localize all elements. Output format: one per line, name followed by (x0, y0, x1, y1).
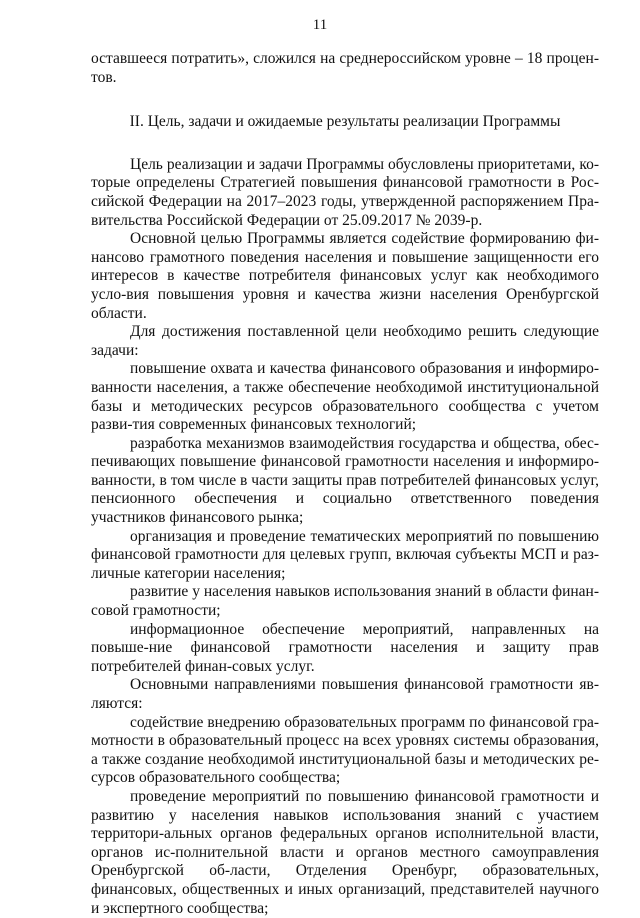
list-item: повышение охвата и качества финансового образования и информиро-ванности населения, а также обеспечение необходимой институциональной базы и методических ресурсов образовательного сообщества с учетом разви-тия современных финансовых технологий; (91, 360, 599, 434)
section-heading: II. Цель, задачи и ожидаемые результаты реализации Программы (129, 113, 561, 131)
list-item: развитие у населения навыков использования знаний в области финан-совой грамотности; (91, 583, 599, 620)
paragraph: Цель реализации и задачи Программы обусловлены приоритетами, ко-торые определены Стратегией повышения финансовой грамотности в Рос-сийской Федерации на 2017–2023 годы, утвержденной распоряжением Пра-вительства Российской Федерации от 25.09.2017 № 2039-р. (91, 155, 599, 229)
list-item: содействие внедрению образовательных программ по финансовой гра-мотности в образовательный процесс на всех уровнях системы образования, а также создание необходимой институциональной базы и методических ре-сурсов образовательного сообщества; (91, 713, 599, 787)
document-body (91, 50, 599, 918)
list-item: разработка механизмов взаимодействия государства и общества, обес-печивающих повышение финансовой грамотности населения и информиро-ванности, в том числе в части защиты прав потребителей финансовых услуг, пенсионного обеспечения и социально ответственного поведения участников финансового рынка; (91, 434, 599, 527)
list-item: информационное обеспечение мероприятий, направленных на повыше-ние финансовой грамотности населения и защиту прав потребителей финан-совых услуг. (91, 620, 599, 675)
paragraph-continuation: оставшееся потратить», сложился на среднероссийском уровне – 18 процен-тов. (91, 50, 599, 86)
list-item: проведение мероприятий по повышению финансовой грамотности и развитию у населения навыков использования знаний с участием территори-альных органов федеральных органов исполнительной власти, органов ис-полнительной власти и органов местного самоуправления Оренбургской об-ласти, Отделения Оренбург, образовательных, финансовых, общественных и иных организаций, представителей научного и экспертного сообщества; (91, 787, 599, 917)
paragraph: Основной целью Программы является содействие формированию фи-нансово грамотного поведения населения и повышение защищенности его интересов в качестве потребителя финансовых услуг как необходимого усло-вия повышения уровня и качества жизни населения Оренбургской области. (91, 230, 599, 322)
list-item: организация и проведение тематических мероприятий по повышению финансовой грамотности для целевых групп, включая субъекты МСП и раз-личные категории населения; (91, 527, 599, 582)
paragraph: Основными направлениями повышения финансовой грамотности яв-ляются: (91, 676, 599, 712)
page-number: 11 (312, 17, 328, 33)
paragraph: Для достижения поставленной цели необходимо решить следующие задачи: (91, 323, 599, 359)
